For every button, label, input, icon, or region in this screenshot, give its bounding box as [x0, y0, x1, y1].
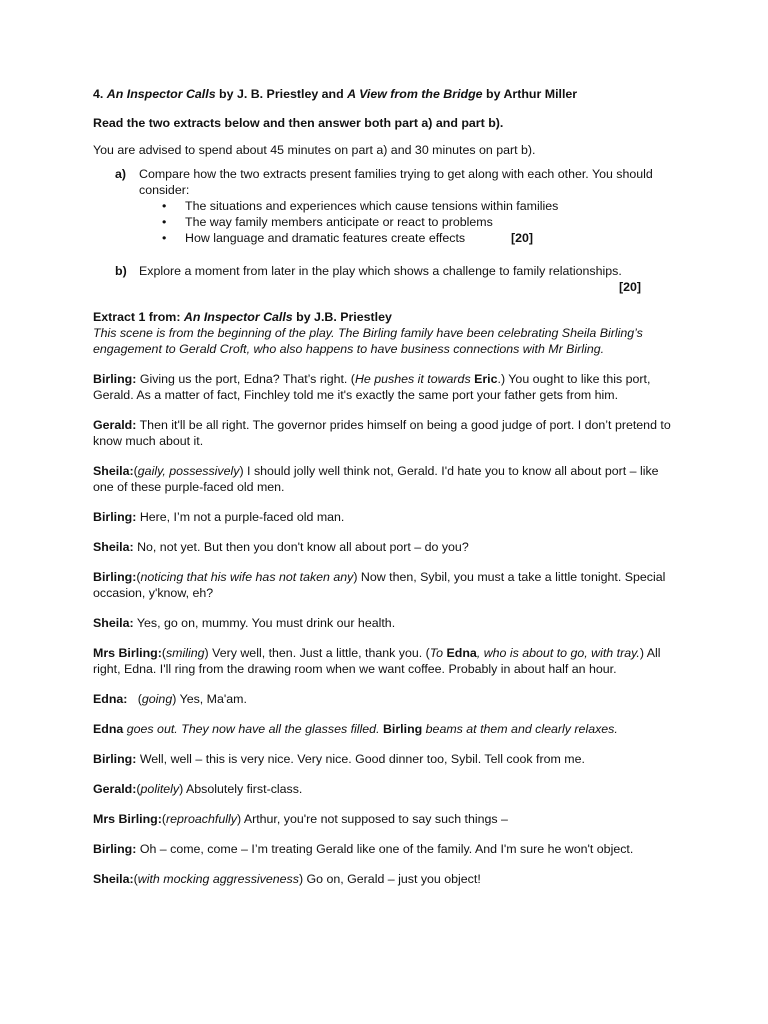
stage-direction: beams at them and clearly relaxes. — [422, 722, 618, 736]
speaker-name: Mrs Birling: — [93, 812, 162, 826]
speaker-name: Birling: — [93, 510, 137, 524]
dialogue-text: ) Absolutely first-class. — [179, 782, 303, 796]
speaker-name: Birling: — [93, 842, 137, 856]
speaker-name: Birling: — [93, 372, 137, 386]
bullet-icon: • — [162, 231, 167, 245]
speaker-name: Birling — [382, 722, 423, 736]
speaker-name: Edna — [93, 722, 124, 736]
part-a-marks: [20] — [511, 231, 534, 245]
script-line — [93, 691, 673, 707]
dialogue-text: Then it'll be all right. The governor prides himself on being a good judge of port. I don’t pretend to know much about it. — [93, 418, 671, 448]
dialogue-text: ( — [161, 646, 166, 660]
document-content — [93, 86, 673, 901]
script-line — [93, 871, 673, 887]
question-heading — [93, 86, 673, 102]
dialogue-text: ( — [133, 464, 138, 478]
speaker-name: Sheila: — [93, 872, 134, 886]
part-a — [93, 166, 673, 198]
part-b-marks: [20] — [618, 280, 641, 294]
bullet-item: • How language and dramatic features create effects [20] — [162, 231, 534, 245]
script-line — [93, 509, 673, 525]
instruction: Read the two extracts below and then answer both part a) and part b). — [93, 116, 504, 130]
dialogue-text: Giving us the port, Edna? That’s right. ( — [136, 372, 355, 386]
question-number: 4. — [93, 87, 104, 101]
dialogue-text: Well, well – this is very nice. Very nice. Good dinner too, Sybil. Tell cook from me. — [136, 752, 585, 766]
stage-direction: noticing that his wife has not taken any — [140, 570, 354, 584]
time-advice: You are advised to spend about 45 minutes on part a) and 30 minutes on part b). — [93, 143, 536, 157]
speaker-name: Gerald: — [93, 418, 137, 432]
stage-direction: with mocking aggressiveness — [137, 872, 299, 886]
dialogue-text: ( — [133, 872, 138, 886]
dialogue-text: .) You ought to like this port, Gerald. As a matter of fact, Finchley told me it's exactly the same port your father gets from him. — [93, 372, 651, 402]
dialogue-text: ) Arthur, you're not supposed to say such things – — [236, 812, 508, 826]
script-line — [93, 371, 673, 403]
bullet-item: • The situations and experiences which cause tensions within families — [162, 199, 559, 213]
script-line — [93, 463, 673, 495]
stage-direction: politely — [140, 782, 180, 796]
dialogue-text: ) Now then, Sybil, you must a take a little tonight. Special occasion, y'know, eh? — [93, 570, 666, 600]
dialogue-text: ) Yes, Ma'am. — [172, 692, 247, 706]
script-line — [93, 539, 673, 555]
dialogue-text: Yes, go on, mummy. You must drink our health. — [133, 616, 396, 630]
script-line — [93, 645, 673, 677]
speaker-name: Gerald: — [93, 782, 137, 796]
speaker-name: Birling: — [93, 570, 137, 584]
extract-play-title: An Inspector Calls — [183, 310, 293, 324]
script-line — [93, 841, 673, 857]
extract-prefix: Extract 1 from: — [93, 310, 181, 324]
script-line — [93, 615, 673, 631]
speaker-name: Eric — [474, 372, 498, 386]
stage-direction: He pushes it towards — [354, 372, 475, 386]
part-b — [93, 263, 673, 295]
dialogue-text: ) Very well, then. Just a little, thank you. ( — [204, 646, 430, 660]
script-lines — [93, 371, 673, 887]
dialogue-text: No, not yet. But then you don't know all about port – do you? — [133, 540, 469, 554]
speaker-name: Birling: — [93, 752, 137, 766]
stage-direction: reproachfully — [165, 812, 237, 826]
stage-direction: smiling — [165, 646, 205, 660]
stage-direction: going — [141, 692, 173, 706]
extract-title — [93, 309, 673, 325]
stage-direction: , who is about to go, with tray. — [476, 646, 640, 660]
play1-author: by J. B. Priestley and — [219, 87, 344, 101]
dialogue-text: ( — [127, 692, 142, 706]
dialogue-text: ( — [136, 782, 141, 796]
stage-direction: gaily, possessively — [137, 464, 240, 478]
script-line — [93, 781, 673, 797]
script-line — [93, 569, 673, 601]
dialogue-text: ( — [161, 812, 166, 826]
speaker-name: Sheila: — [93, 616, 134, 630]
dialogue-text: Here, I’m not a purple-faced old man. — [136, 510, 345, 524]
speaker-name: Sheila: — [93, 464, 134, 478]
stage-direction: To — [429, 646, 447, 660]
part-a-bullets — [93, 198, 673, 246]
dialogue-text: ( — [136, 570, 141, 584]
script-line — [93, 751, 673, 767]
speaker-name: Edna: — [93, 692, 128, 706]
bullet-item: • The way family members anticipate or react to problems — [162, 215, 493, 229]
part-a-text: Compare how the two extracts present families trying to get along with each other. You should consider: — [139, 167, 653, 197]
part-a-label: a) — [115, 167, 127, 181]
extract-intro: This scene is from the beginning of the play. The Birling family have been celebrating Sheila Birling’s engagement to Gerald Croft, who also happens to have business connections with Mr Birling. — [93, 326, 643, 356]
play1-title: An Inspector Calls — [106, 87, 216, 101]
dialogue-text: ) Go on, Gerald – just you object! — [298, 872, 481, 886]
dialogue-text: ) I should jolly well think not, Gerald. I'd hate you to know all about port – like one of these purple-faced old men. — [93, 464, 659, 494]
part-b-text: Explore a moment from later in the play which shows a challenge to family relationships. — [139, 264, 622, 278]
dialogue-text: Oh – come, come – I’m treating Gerald like one of the family. And I'm sure he won't object. — [136, 842, 634, 856]
speaker-name: Mrs Birling: — [93, 646, 162, 660]
extract-author: by J.B. Priestley — [296, 310, 392, 324]
play2-author: by Arthur Miller — [486, 87, 578, 101]
script-line — [93, 417, 673, 449]
script-line — [93, 721, 673, 737]
stage-direction: goes out. They now have all the glasses filled. — [123, 722, 383, 736]
play2-title: A View from the Bridge — [347, 87, 483, 101]
script-line — [93, 811, 673, 827]
dialogue-text: ) All right, Edna. I'll ring from the drawing room when we want coffee. Probably in about half an hour. — [93, 646, 661, 676]
bullet-icon: • — [162, 215, 167, 229]
speaker-name: Sheila: — [93, 540, 134, 554]
bullet-icon: • — [162, 199, 167, 213]
part-b-label: b) — [115, 264, 127, 278]
speaker-name: Edna — [446, 646, 477, 660]
